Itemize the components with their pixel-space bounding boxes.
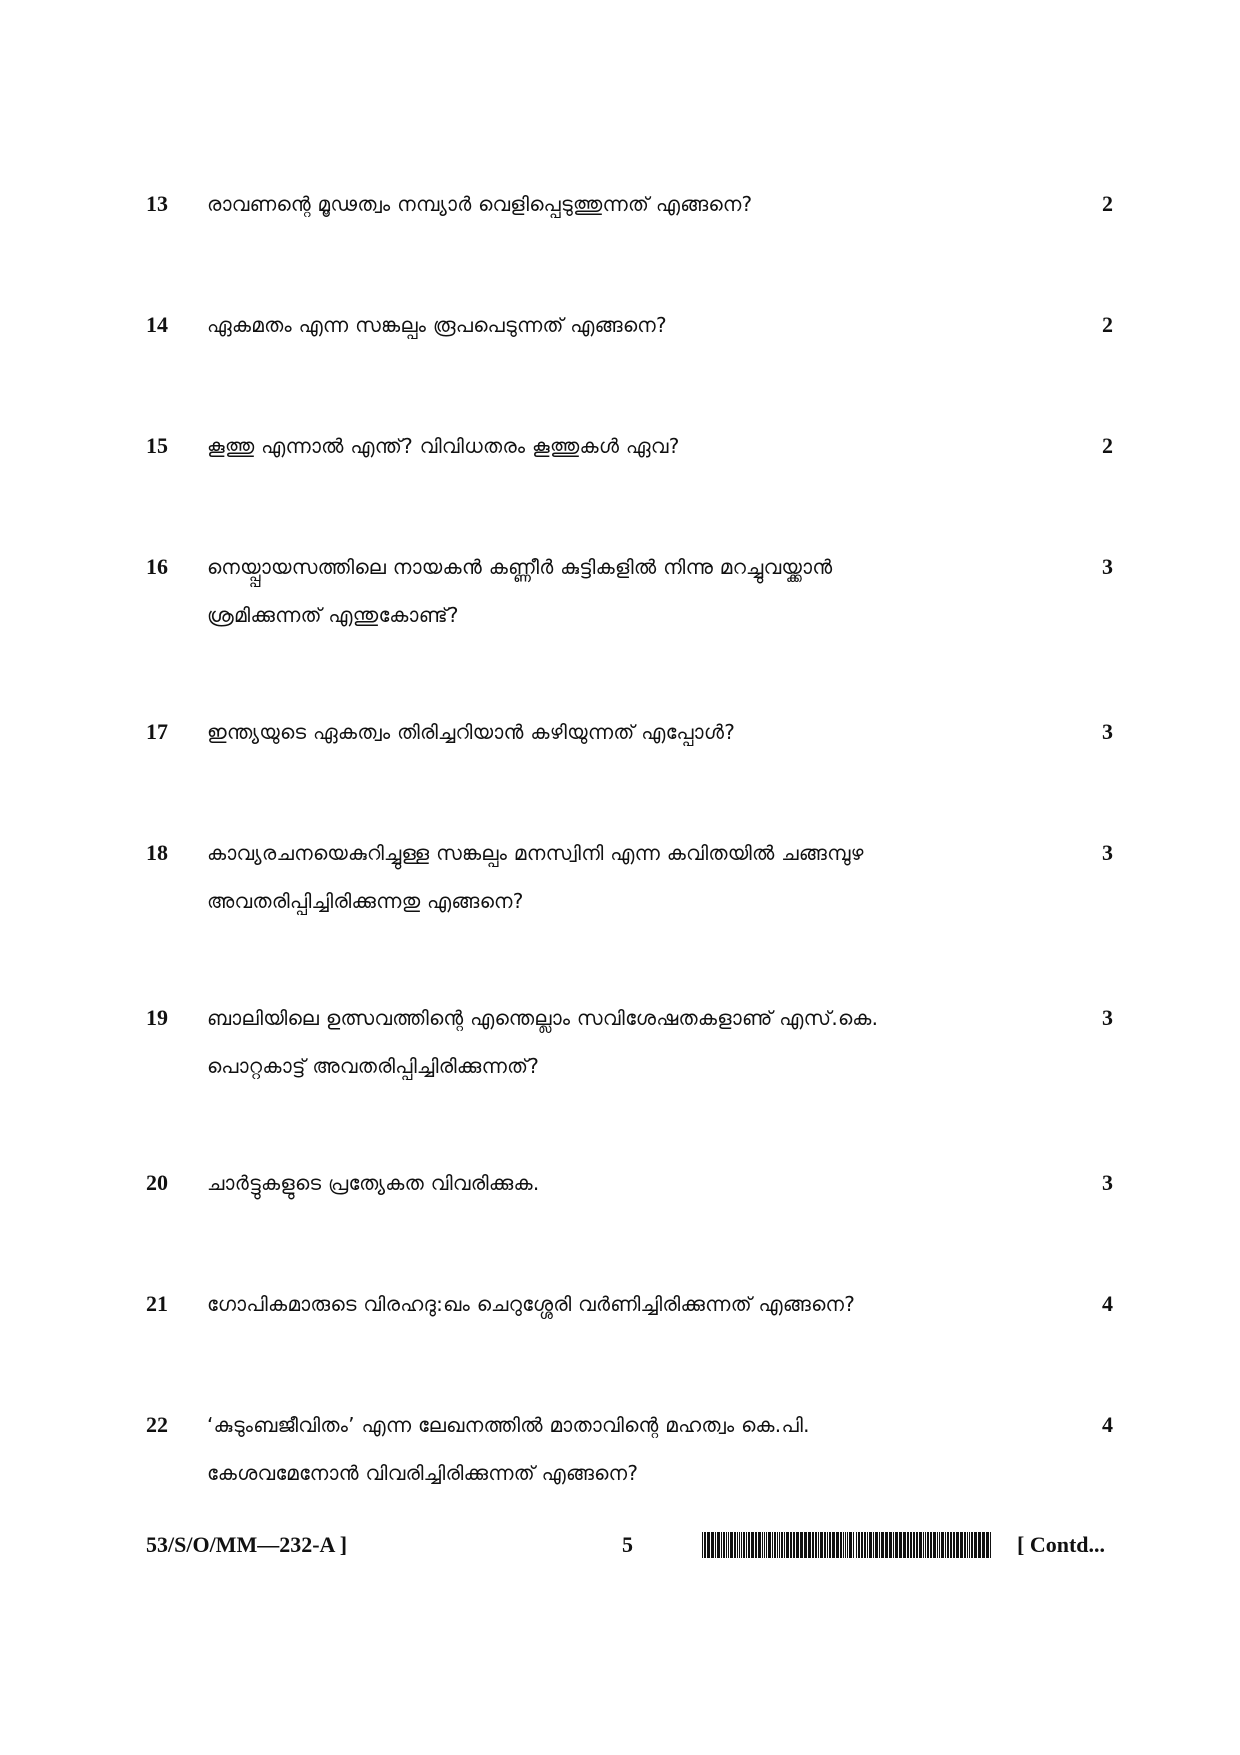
question-marks: 3 [1102,554,1113,579]
question-line: ബാലിയിലെ ഉത്സവത്തിന്റെ എന്തെല്ലാം സവിശേഷതകളാണു് എസ്.കെ. [207,1006,879,1030]
question-text [207,429,1037,470]
question-number: 15 [146,433,168,458]
question-line: കൂത്തു എന്നാൽ എന്ത്? വിവിധതരം കൂത്തുകൾ ഏവ? [207,434,680,458]
question-number: 19 [146,1005,168,1030]
question-line: കേശവമേനോൻ വിവരിച്ചിരിക്കുന്നത് എങ്ങനെ? [207,1461,639,1485]
question-marks: 2 [1102,312,1113,337]
paper-code: 53/S/O/MM—232-A ] [146,1532,348,1557]
question-number: 13 [146,191,168,216]
question-text [207,550,1037,639]
question-line: കാവ്യരചനയെകുറിച്ചുള്ള സങ്കല്പം മനസ്വിനി എന്ന കവിതയിൽ ചങ്ങമ്പുഴ [207,841,864,865]
question-text [207,1001,1037,1090]
question-marks: 3 [1102,719,1113,744]
question-line: പൊറ്റകാട്ട് അവതരിപ്പിച്ചിരിക്കുന്നത്? [207,1054,540,1078]
question-marks: 4 [1102,1291,1113,1316]
question-line: നെയ്പ്പായസത്തിലെ നായകൻ കണ്ണീർ കുട്ടികളിൽ നിന്നു മറച്ചുവയ്ക്കാൻ [207,555,833,579]
question-marks: 3 [1102,1005,1113,1030]
question-text [207,308,1037,349]
question-text [207,1408,1037,1497]
question-line: രാവണന്റെ മൂഢത്വം നമ്പ്യാർ വെളിപ്പെടുത്തുന്നത് എങ്ങനെ? [207,192,753,216]
question-marks: 3 [1102,1170,1113,1195]
question-marks: 4 [1102,1412,1113,1437]
question-marks: 2 [1102,433,1113,458]
question-number: 20 [146,1170,168,1195]
question-number: 18 [146,840,168,865]
question-number: 21 [146,1291,168,1316]
question-line: ‘കുടുംബജീവിതം’ എന്ന ലേഖനത്തിൽ മാതാവിന്റെ മഹത്വം കെ.പി. [207,1413,810,1437]
continued-label: [ Contd... [1017,1532,1106,1557]
question-marks: 3 [1102,840,1113,865]
question-line: ഗോപികമാരുടെ വിരഹദു:ഖം ചെറുശ്ശേരി വർണിച്ചിരിക്കുന്നത് എങ്ങനെ? [207,1292,856,1316]
question-line: ശ്രമിക്കുന്നത് എന്തുകോണ്ട്? [207,603,459,627]
question-text [207,187,1037,228]
question-text [207,1166,1037,1207]
question-line: ഏകമതം എന്ന സങ്കല്പം രൂപപെടുന്നത് എങ്ങനെ? [207,313,667,337]
question-line: അവതരിപ്പിച്ചിരിക്കുന്നതു എങ്ങനെ? [207,889,524,913]
question-number: 16 [146,554,168,579]
question-number: 22 [146,1412,168,1437]
question-line: ചാർട്ടുകളുടെ പ്രത്യേകത വിവരിക്കുക. [207,1171,540,1195]
question-marks: 2 [1102,191,1113,216]
question-number: 17 [146,719,168,744]
question-number: 14 [146,312,168,337]
barcode-icon [702,1532,994,1558]
page-footer [0,1532,1240,1572]
page-number: 5 [622,1532,633,1557]
question-text [207,1287,1037,1328]
question-text [207,715,1037,756]
question-text [207,836,1037,925]
question-line: ഇന്ത്യയുടെ ഏകത്വം തിരിച്ചറിയാൻ കഴിയുന്നത് എപ്പോൾ? [207,720,736,744]
